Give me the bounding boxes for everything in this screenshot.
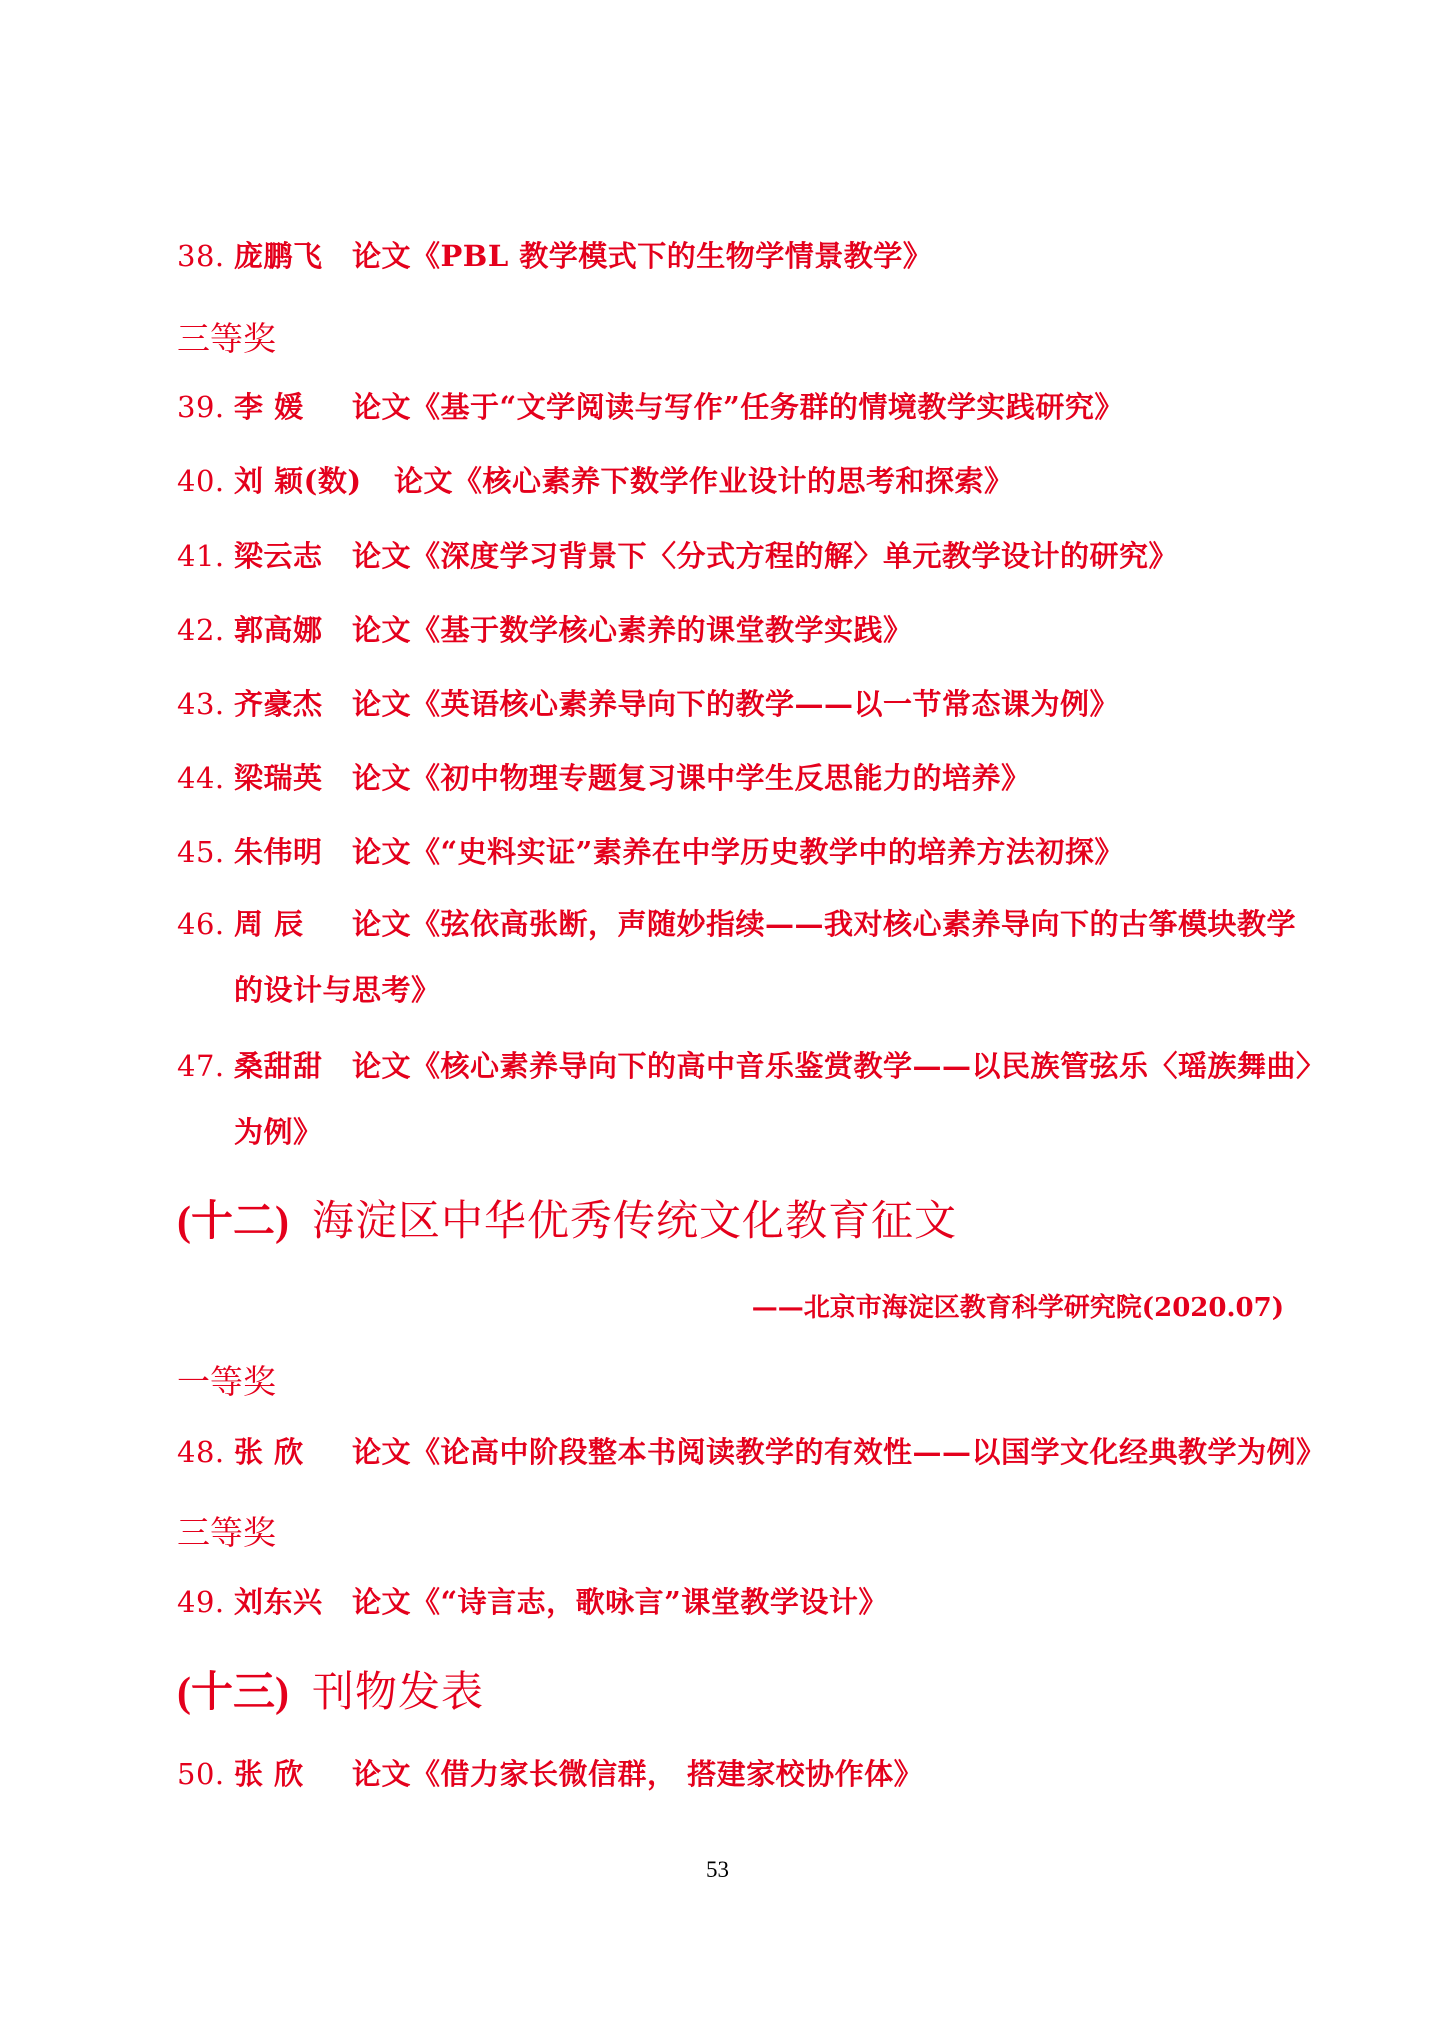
entry-title: 论文《借力家长微信群， 搭建家校协作体》 [352,1757,924,1791]
section-number: (十二) [177,1199,289,1245]
entry-number: 44. [177,761,225,795]
entry-title: 论文《PBL 教学模式下的生物学情景教学》 [352,239,933,273]
page-number: 53 [706,1857,729,1882]
award-entry-39 [177,385,1124,426]
entry-name: 李 媛 [234,390,304,424]
award-entry-45 [177,830,1124,871]
entry-number: 50. [177,1757,225,1791]
entry-title: 论文《核心素养导向下的高中音乐鉴赏教学——以民族管弦乐〈瑶族舞曲〉 [352,1049,1326,1083]
entry-title: 论文《基于数学核心素养的课堂教学实践》 [352,613,913,647]
award-entry-47 [177,1044,1326,1085]
award-entry-40 [177,459,1014,500]
award-entry-46 [177,902,1296,943]
award-entry-41 [177,534,1178,575]
entry-number: 47. [177,1049,225,1083]
entry-title: 论文《深度学习背景下〈分式方程的解〉单元教学设计的研究》 [352,539,1179,573]
award-entry-50 [177,1752,923,1793]
award-level-heading: 三等奖 [177,1513,276,1552]
award-entry-42 [177,608,913,649]
entry-number: 48. [177,1435,225,1469]
entry-number: 43. [177,687,225,721]
entry-name: 齐豪杰 [234,687,323,721]
section-heading [177,1188,957,1248]
award-entry-38 [177,234,932,275]
entry-name: 刘 颖(数) [234,464,362,498]
entry-title: 论文《论高中阶段整本书阅读教学的有效性——以国学文化经典教学为例》 [352,1435,1326,1469]
entry-name: 庞鹏飞 [234,239,323,273]
entry-title: 论文《初中物理专题复习课中学生反思能力的培养》 [352,761,1031,795]
award-level-heading: 三等奖 [177,319,276,358]
entry-number: 45. [177,835,225,869]
section-number: (十三) [177,1670,289,1716]
entry-title: 论文《弦依高张断，声随妙指续——我对核心素养导向下的古筝模块教学 [352,907,1297,941]
section-title: 海淀区中华优秀传统文化教育征文 [312,1196,958,1245]
entry-name: 梁云志 [234,539,323,573]
entry-title: 论文《“史料实证”素养在中学历史教学中的培养方法初探》 [352,835,1124,869]
entry-number: 41. [177,539,225,573]
section-heading [177,1659,484,1719]
entry-number: 38. [177,239,225,273]
entry-name: 刘东兴 [234,1585,323,1619]
award-entry-48 [177,1430,1326,1471]
entry-name: 桑甜甜 [234,1049,323,1083]
entry-title: 论文《“诗言志，歌咏言”课堂教学设计》 [352,1585,888,1619]
entry-name: 张 欣 [234,1435,304,1469]
entry-number: 42. [177,613,225,647]
entry-number: 49. [177,1585,225,1619]
entry-name: 张 欣 [234,1757,304,1791]
entry-title-continuation: 为例》 [234,1115,323,1149]
entry-name: 周 辰 [234,907,304,941]
entry-number: 40. [177,464,225,498]
entry-number: 46. [177,907,225,941]
entry-number: 39. [177,390,225,424]
entry-title: 论文《核心素养下数学作业设计的思考和探索》 [394,464,1014,498]
award-entry-43 [177,682,1119,723]
entry-title: 论文《英语核心素养导向下的教学——以一节常态课为例》 [352,687,1120,721]
award-entry-44 [177,756,1031,797]
entry-name: 郭高娜 [234,613,323,647]
entry-name: 朱伟明 [234,835,323,869]
award-level-heading: 一等奖 [177,1362,276,1401]
entry-title-continuation: 的设计与思考》 [234,973,441,1007]
entry-name: 梁瑞英 [234,761,323,795]
entry-title: 论文《基于“文学阅读与写作”任务群的情境教学实践研究》 [352,390,1124,424]
section-source: ——北京市海淀区教育科学研究院(2020.07) [751,1293,1284,1323]
section-title: 刊物发表 [312,1667,485,1716]
award-entry-49 [177,1580,888,1621]
